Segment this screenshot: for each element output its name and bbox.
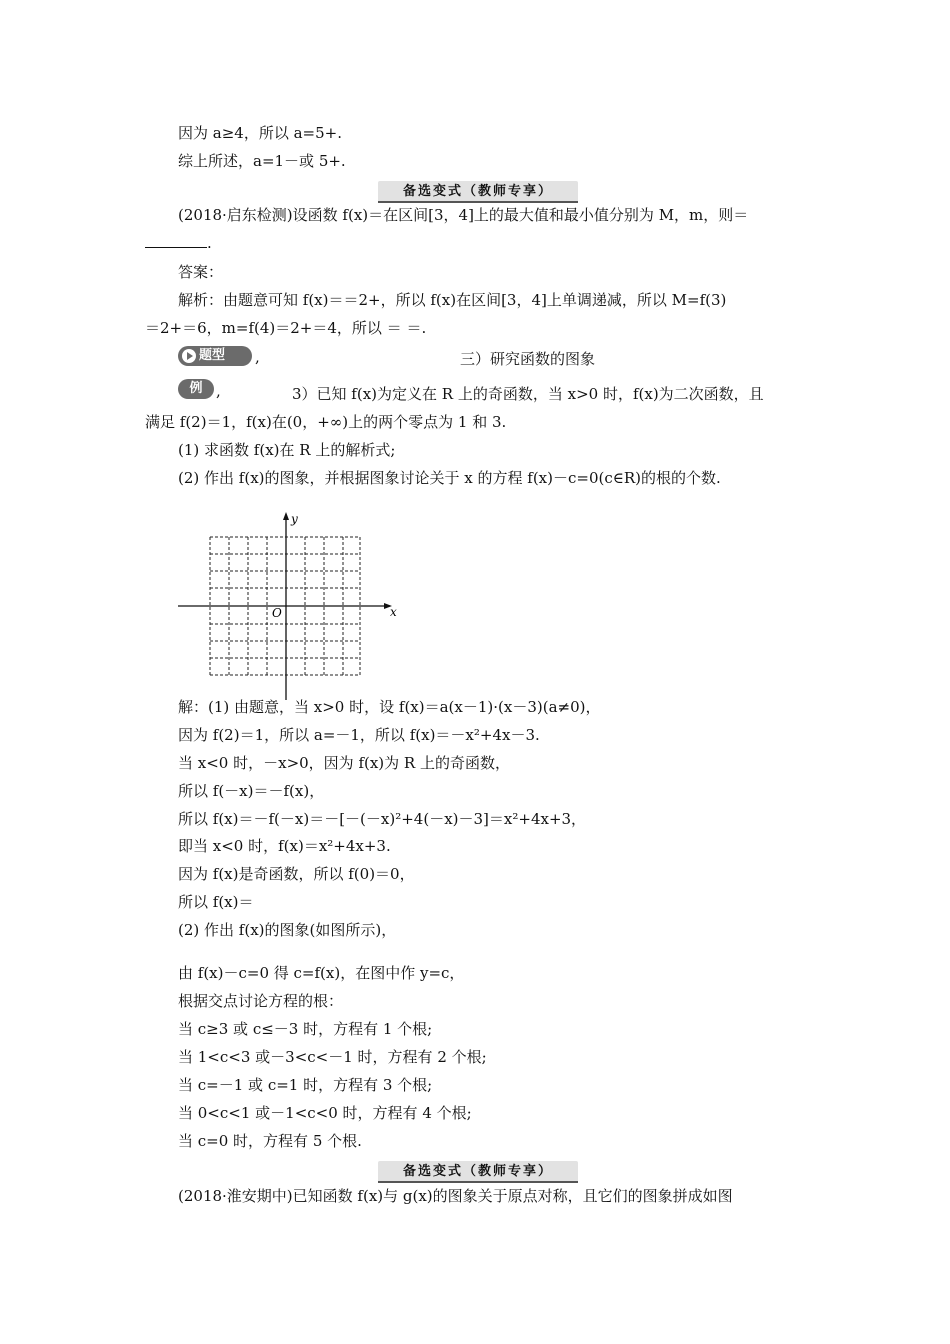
- solution-line-6: 即当 x<0 时，f(x)＝x²+4x+3.: [178, 837, 391, 855]
- solution-line-2: 因为 f(2)＝1，所以 a=－1，所以 f(x)＝－x²+4x－3.: [178, 726, 540, 744]
- y-axis-arrow-icon: [283, 512, 289, 520]
- play-arrow-icon: [182, 349, 196, 363]
- line-analysis-2: ＝2+＝6，m=f(4)＝2+＝4，所以 ＝ ＝.: [145, 319, 427, 337]
- solution-line-11: 根据交点讨论方程的根：: [178, 992, 344, 1010]
- origin-label: O: [272, 606, 282, 620]
- badge-teacher-variant-bottom: 备选变式（教师专享）: [378, 1161, 578, 1183]
- coordinate-grid-figure: [170, 505, 410, 710]
- solution-line-16: 当 c=0 时，方程有 5 个根.: [178, 1132, 362, 1150]
- solution-line-12: 当 c≥3 或 c≤－3 时，方程有 1 个根;: [178, 1020, 433, 1038]
- example-line-1: 3）已知 f(x)为定义在 R 上的奇函数，当 x>0 时，f(x)为二次函数，且: [292, 385, 764, 403]
- x-axis-label: x: [390, 605, 397, 619]
- example-part-1: (1) 求函数 f(x)在 R 上的解析式;: [178, 441, 396, 459]
- solution-line-13: 当 1<c<3 或－3<c<－1 时，方程有 2 个根;: [178, 1048, 487, 1066]
- solution-line-3: 当 x<0 时，－x>0，因为 f(x)为 R 上的奇函数，: [178, 754, 510, 772]
- line-a-ge-4: 因为 a≥4，所以 a=5+.: [178, 124, 342, 142]
- topic-title: 三）研究函数的图象: [460, 350, 596, 368]
- blank-period: .: [207, 234, 212, 252]
- line-answer: 答案：: [178, 263, 224, 281]
- y-axis-label: y: [291, 512, 298, 526]
- solution-line-8: 所以 f(x)＝: [178, 893, 254, 911]
- answer-blank: [145, 233, 207, 248]
- example-line-2: 满足 f(2)＝1，f(x)在(0，+∞)上的两个零点为 1 和 3.: [145, 413, 507, 431]
- example-tag-comma: ,: [216, 382, 221, 400]
- example-part-2: (2) 作出 f(x)的图象，并根据图象讨论关于 x 的方程 f(x)－c=0(c∈R)的根的个数.: [178, 469, 721, 487]
- solution-line-9: (2) 作出 f(x)的图象(如图所示)，: [178, 921, 397, 939]
- topic-tag-comma: ,: [255, 348, 260, 366]
- solution-line-7: 因为 f(x)是奇函数，所以 f(0)＝0，: [178, 865, 415, 883]
- line-question-1: (2018·启东检测)设函数 f(x)＝在区间[3，4]上的最大值和最小值分别为 M，m，则＝: [178, 206, 749, 224]
- solution-line-14: 当 c=－1 或 c=1 时，方程有 3 个根;: [178, 1076, 433, 1094]
- line-question-1-blank: [145, 233, 212, 253]
- badge-teacher-variant-top: 备选变式（教师专享）: [378, 181, 578, 203]
- solution-line-1: 解：(1) 由题意，当 x>0 时，设 f(x)＝a(x－1)·(x－3)(a≠0)，: [178, 698, 601, 716]
- topic-tag: [178, 346, 252, 366]
- solution-line-4: 所以 f(－x)＝－f(x)，: [178, 782, 325, 800]
- line-question-2: (2018·淮安期中)已知函数 f(x)与 g(x)的图象关于原点对称，且它们的图象拼成如图: [178, 1187, 733, 1205]
- solution-line-5: 所以 f(x)＝－f(－x)＝－[－(－x)²+4(－x)－3]＝x²+4x+3，: [178, 810, 587, 828]
- example-tag: 例: [178, 379, 214, 399]
- solution-line-10: 由 f(x)－c=0 得 c=f(x)，在图中作 y=c，: [178, 964, 465, 982]
- line-summary: 综上所述，a=1－或 5+.: [178, 152, 346, 170]
- line-analysis-1: 解析：由题意可知 f(x)＝＝2+，所以 f(x)在区间[3，4]上单调递减，所以 M=f(3): [178, 291, 727, 309]
- solution-line-15: 当 0<c<1 或－1<c<0 时，方程有 4 个根;: [178, 1104, 472, 1122]
- topic-tag-label: 题型: [199, 348, 226, 363]
